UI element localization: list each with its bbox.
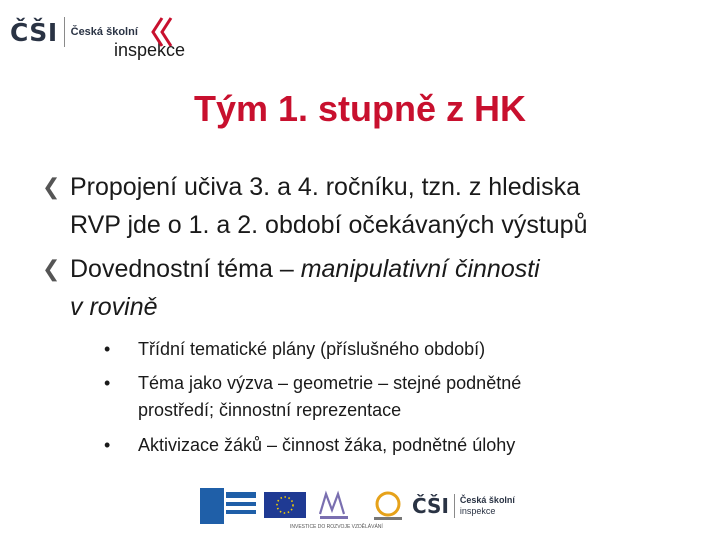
bullet-1-line1: Propojení učiva 3. a 4. ročníku, tzn. z hlediska [70,173,580,201]
subbullet-dot: • [104,435,111,455]
subbullet-3-line1: Aktivizace žáků – činnost žáka, podnětné úlohy [138,435,516,455]
bullet-2-line1-italic: manipulativní činnosti [300,255,540,283]
msmt-logo-icon [316,488,356,524]
bullet-chevron-icon: ❮ [42,174,61,199]
bullet-chevron-icon: ❮ [42,256,61,281]
subbullet-dot: • [104,373,111,393]
logo-chevrons-icon [150,16,174,48]
csi-small-line1: Česká školní [459,495,515,505]
logo-text [70,25,186,60]
csi-small-mark: ČŠI [412,494,449,518]
bullet-1-line2: RVP jde o 1. a 2. období očekávaných výstupů [70,211,588,239]
bullet-2-line1 [70,252,710,286]
csi-small-divider [454,494,455,518]
footer-caption: INVESTICE DO ROZVOJE VZDĚLÁVÁNÍ [290,524,383,530]
csi-small-line2: inspekce [459,506,496,516]
logo-mark: ČŠI [10,17,58,47]
logo-divider [64,17,65,47]
bullet-2-line2: v rovině [70,293,158,321]
opvk-logo-icon [366,488,410,524]
bullet-2-line1-plain: Dovednostní téma – [70,255,301,283]
footer-logos [200,488,520,528]
slide-title: Tým 1. stupně z HK [193,88,527,129]
eu-flag-icon [264,492,306,518]
logo-line2: inspekce [114,39,186,60]
csi-small-text [460,495,515,517]
subbullet-2-line2: prostředí; činnostní reprezentace [138,400,402,420]
subbullet-2-line1: Téma jako výzva – geometrie – stejné podnětné [138,373,522,393]
esf-logo-icon [200,488,258,524]
logo-line1: Česká školní [70,25,138,38]
csi-logo-small [412,488,520,524]
csi-logo [10,10,186,60]
subbullet-1-line1: Třídní tematické plány (příslušného období) [138,339,486,359]
subbullet-dot: • [104,339,111,359]
